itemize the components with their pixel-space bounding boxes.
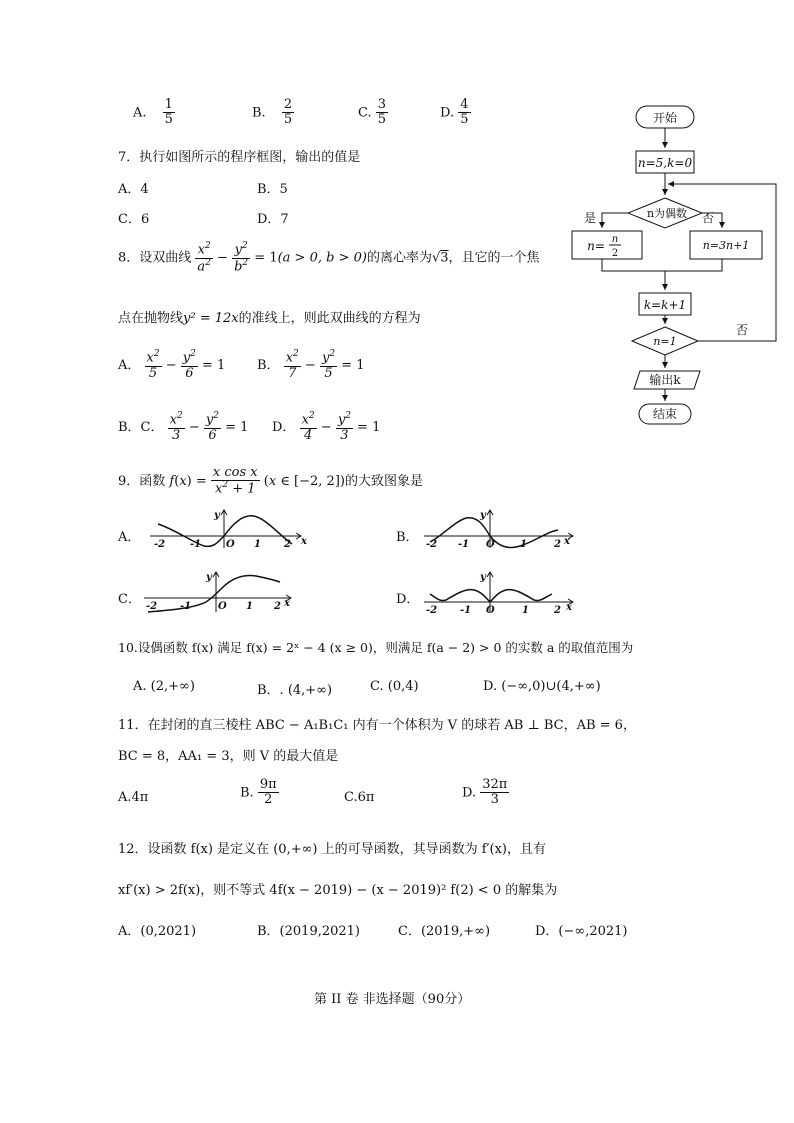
- q11-option-d: D. $\frac{32\pi}{3}$: [462, 777, 508, 808]
- q8-option-a: A． $\frac{x^2}{5}$ − $\frac{y^2}{6}$ = 1: [118, 349, 226, 381]
- q12-option-c: C．(2019,+∞): [398, 924, 491, 939]
- q8-option-c: B．C． $\frac{x^2}{3}$ − $\frac{y^2}{6}$ = 1: [118, 411, 249, 443]
- flow-output-label: 输出k: [649, 373, 681, 387]
- q9-d-tick-2: 2: [554, 605, 561, 614]
- q7-option-b: B．5: [257, 182, 288, 197]
- flow-yes-label: 是: [583, 211, 597, 225]
- q9-option-c-label: C．: [118, 592, 141, 607]
- flow-loop-no-label: 否: [735, 323, 749, 337]
- q9-d-axis-y: y: [480, 572, 486, 583]
- q12-line2: xf′(x) > 2f(x)，则不等式 4f(x − 2019) − (x − 2019)² f(2) < 0 的解集为: [118, 883, 558, 898]
- flow-even-box: [572, 231, 642, 259]
- q9-b-tick-o: O: [486, 539, 495, 550]
- q12-option-a: A．(0,2021): [118, 924, 197, 939]
- q11-option-a: A.4π: [118, 790, 149, 805]
- q9-a-tick-2: 2: [284, 539, 291, 550]
- flow-end-label: 结束: [652, 407, 678, 421]
- flowchart: [560, 98, 790, 433]
- q9-d-tick-1: 1: [522, 605, 529, 614]
- q9-b-axis-y: y: [480, 510, 486, 521]
- q10-option-c: C. (0,4): [370, 679, 419, 694]
- q11-option-c: C.6π: [344, 790, 375, 805]
- q11-line1: 11．在封闭的直三棱柱 ABC − A₁B₁C₁ 内有一个体积为 V 的球若 AB ⊥ BC，AB = 6，: [118, 718, 636, 733]
- flow-init-label: n=5,k=0: [637, 156, 693, 170]
- q7-option-a: A．4: [118, 182, 149, 197]
- q10-stem: 10.设偶函数 f(x) 满足 f(x) = 2ˣ − 4 (x ≥ 0)，则满足 f(a − 2) > 0 的实数 a 的取值范围为: [118, 640, 634, 655]
- q6-option-c: C. $\frac{3}{5}$: [358, 97, 387, 128]
- q6-option-b: B. $\frac{2}{5}$: [252, 97, 293, 128]
- flow-cond1-label: n为偶数: [646, 207, 688, 220]
- q9-b-tick-m1: -1: [458, 539, 470, 550]
- flow-start-label: 开始: [652, 111, 678, 125]
- q9-b-axis-x: x: [564, 536, 570, 547]
- q9-graph-d: [422, 570, 582, 614]
- q9-d-tick-m1: -1: [460, 605, 472, 614]
- q6-option-d: D. $\frac{4}{5}$: [440, 97, 469, 128]
- q9-b-tick-m2: -2: [426, 539, 438, 550]
- q9-option-d-label: D．: [396, 592, 420, 607]
- q6-option-a: A. $\frac{1}{5}$: [133, 97, 173, 128]
- q9-graph-b: [422, 508, 582, 550]
- q9-a-tick-o: O: [226, 539, 235, 550]
- q9-c-tick-1: 1: [246, 601, 253, 612]
- q9-graph-a: [148, 508, 308, 550]
- q7-option-d: D．7: [257, 212, 289, 227]
- flow-even-lhs: n=: [587, 239, 605, 253]
- q9-a-tick-m1: -1: [190, 539, 202, 550]
- q9-b-tick-1: 1: [520, 539, 527, 550]
- q9-c-axis-x: x: [284, 598, 290, 609]
- q10-option-a: A. (2,+∞): [133, 679, 195, 694]
- q9-d-tick-m2: -2: [426, 605, 438, 614]
- q9-a-axis-y: y: [214, 510, 220, 521]
- flow-even-num: n: [611, 234, 619, 245]
- q11-option-b: B. $\frac{9\pi}{2}$: [240, 777, 277, 808]
- q12-option-b: B．(2019,2021): [257, 924, 360, 939]
- q9-b-tick-2: 2: [554, 539, 561, 550]
- q9-a-tick-1: 1: [254, 539, 261, 550]
- flow-odd-label: n=3n+1: [702, 239, 750, 252]
- section-heading: 第 II 卷 非选择题（90分）: [314, 992, 471, 1007]
- flow-cond2-label: n=1: [653, 335, 677, 348]
- q9-d-axis-x: x: [566, 602, 572, 613]
- q11-line2: BC = 8，AA₁ = 3，则 V 的最大值是: [118, 749, 339, 764]
- q9-d-tick-o: O: [486, 605, 495, 614]
- q9-option-b-label: B．: [396, 530, 419, 545]
- q10-option-d: D. (−∞,0)∪(4,+∞): [483, 679, 601, 694]
- q9-c-tick-o: O: [218, 601, 227, 612]
- q9-graph-c: [142, 570, 302, 614]
- q12-option-d: D．(−∞,2021): [535, 924, 628, 939]
- q10-option-b: B．. (4,+∞): [257, 683, 333, 698]
- q8-option-b: B． $\frac{x^2}{7}$ − $\frac{y^2}{5}$ = 1: [257, 349, 365, 381]
- q9-option-a-label: A．: [118, 530, 141, 545]
- q9-c-tick-m1: -1: [180, 601, 192, 612]
- q9-a-axis-x: x: [301, 536, 307, 547]
- q8-line2: 点在抛物线y² = 12x的准线上，则此双曲线的方程为: [118, 311, 421, 326]
- q9-c-tick-m2: -2: [146, 601, 158, 612]
- q9-c-axis-y: y: [206, 572, 212, 583]
- q7-stem: 7．执行如图所示的程序框图，输出的值是: [118, 150, 361, 165]
- q8-option-d: D． $\frac{x^2}{4}$ − $\frac{y^2}{3}$ = 1: [272, 411, 381, 443]
- q12-line1: 12．设函数 f(x) 是定义在 (0,+∞) 上的可导函数，其导函数为 f′(x)，且有: [118, 842, 546, 857]
- q9-a-tick-m2: -2: [154, 539, 166, 550]
- flow-no-label: 否: [701, 211, 715, 225]
- q9-c-tick-2: 2: [274, 601, 281, 612]
- q9-stem: 9．函数 f(x) = $\frac{\text{x cos x}}{x^2 + 1}$ (x ∈ [−2, 2])的大致图象是: [118, 465, 423, 497]
- q7-option-c: C．6: [118, 212, 150, 227]
- flow-incr-label: k=k+1: [643, 298, 687, 312]
- flow-even-den: 2: [611, 248, 619, 259]
- q8-line1: 8．设双曲线 $\frac{x^2}{a^2}$ − $\frac{y^2}{b^2}$ = 1(a > 0, b > 0)的离心率为√3，且它的一个焦: [118, 241, 540, 274]
